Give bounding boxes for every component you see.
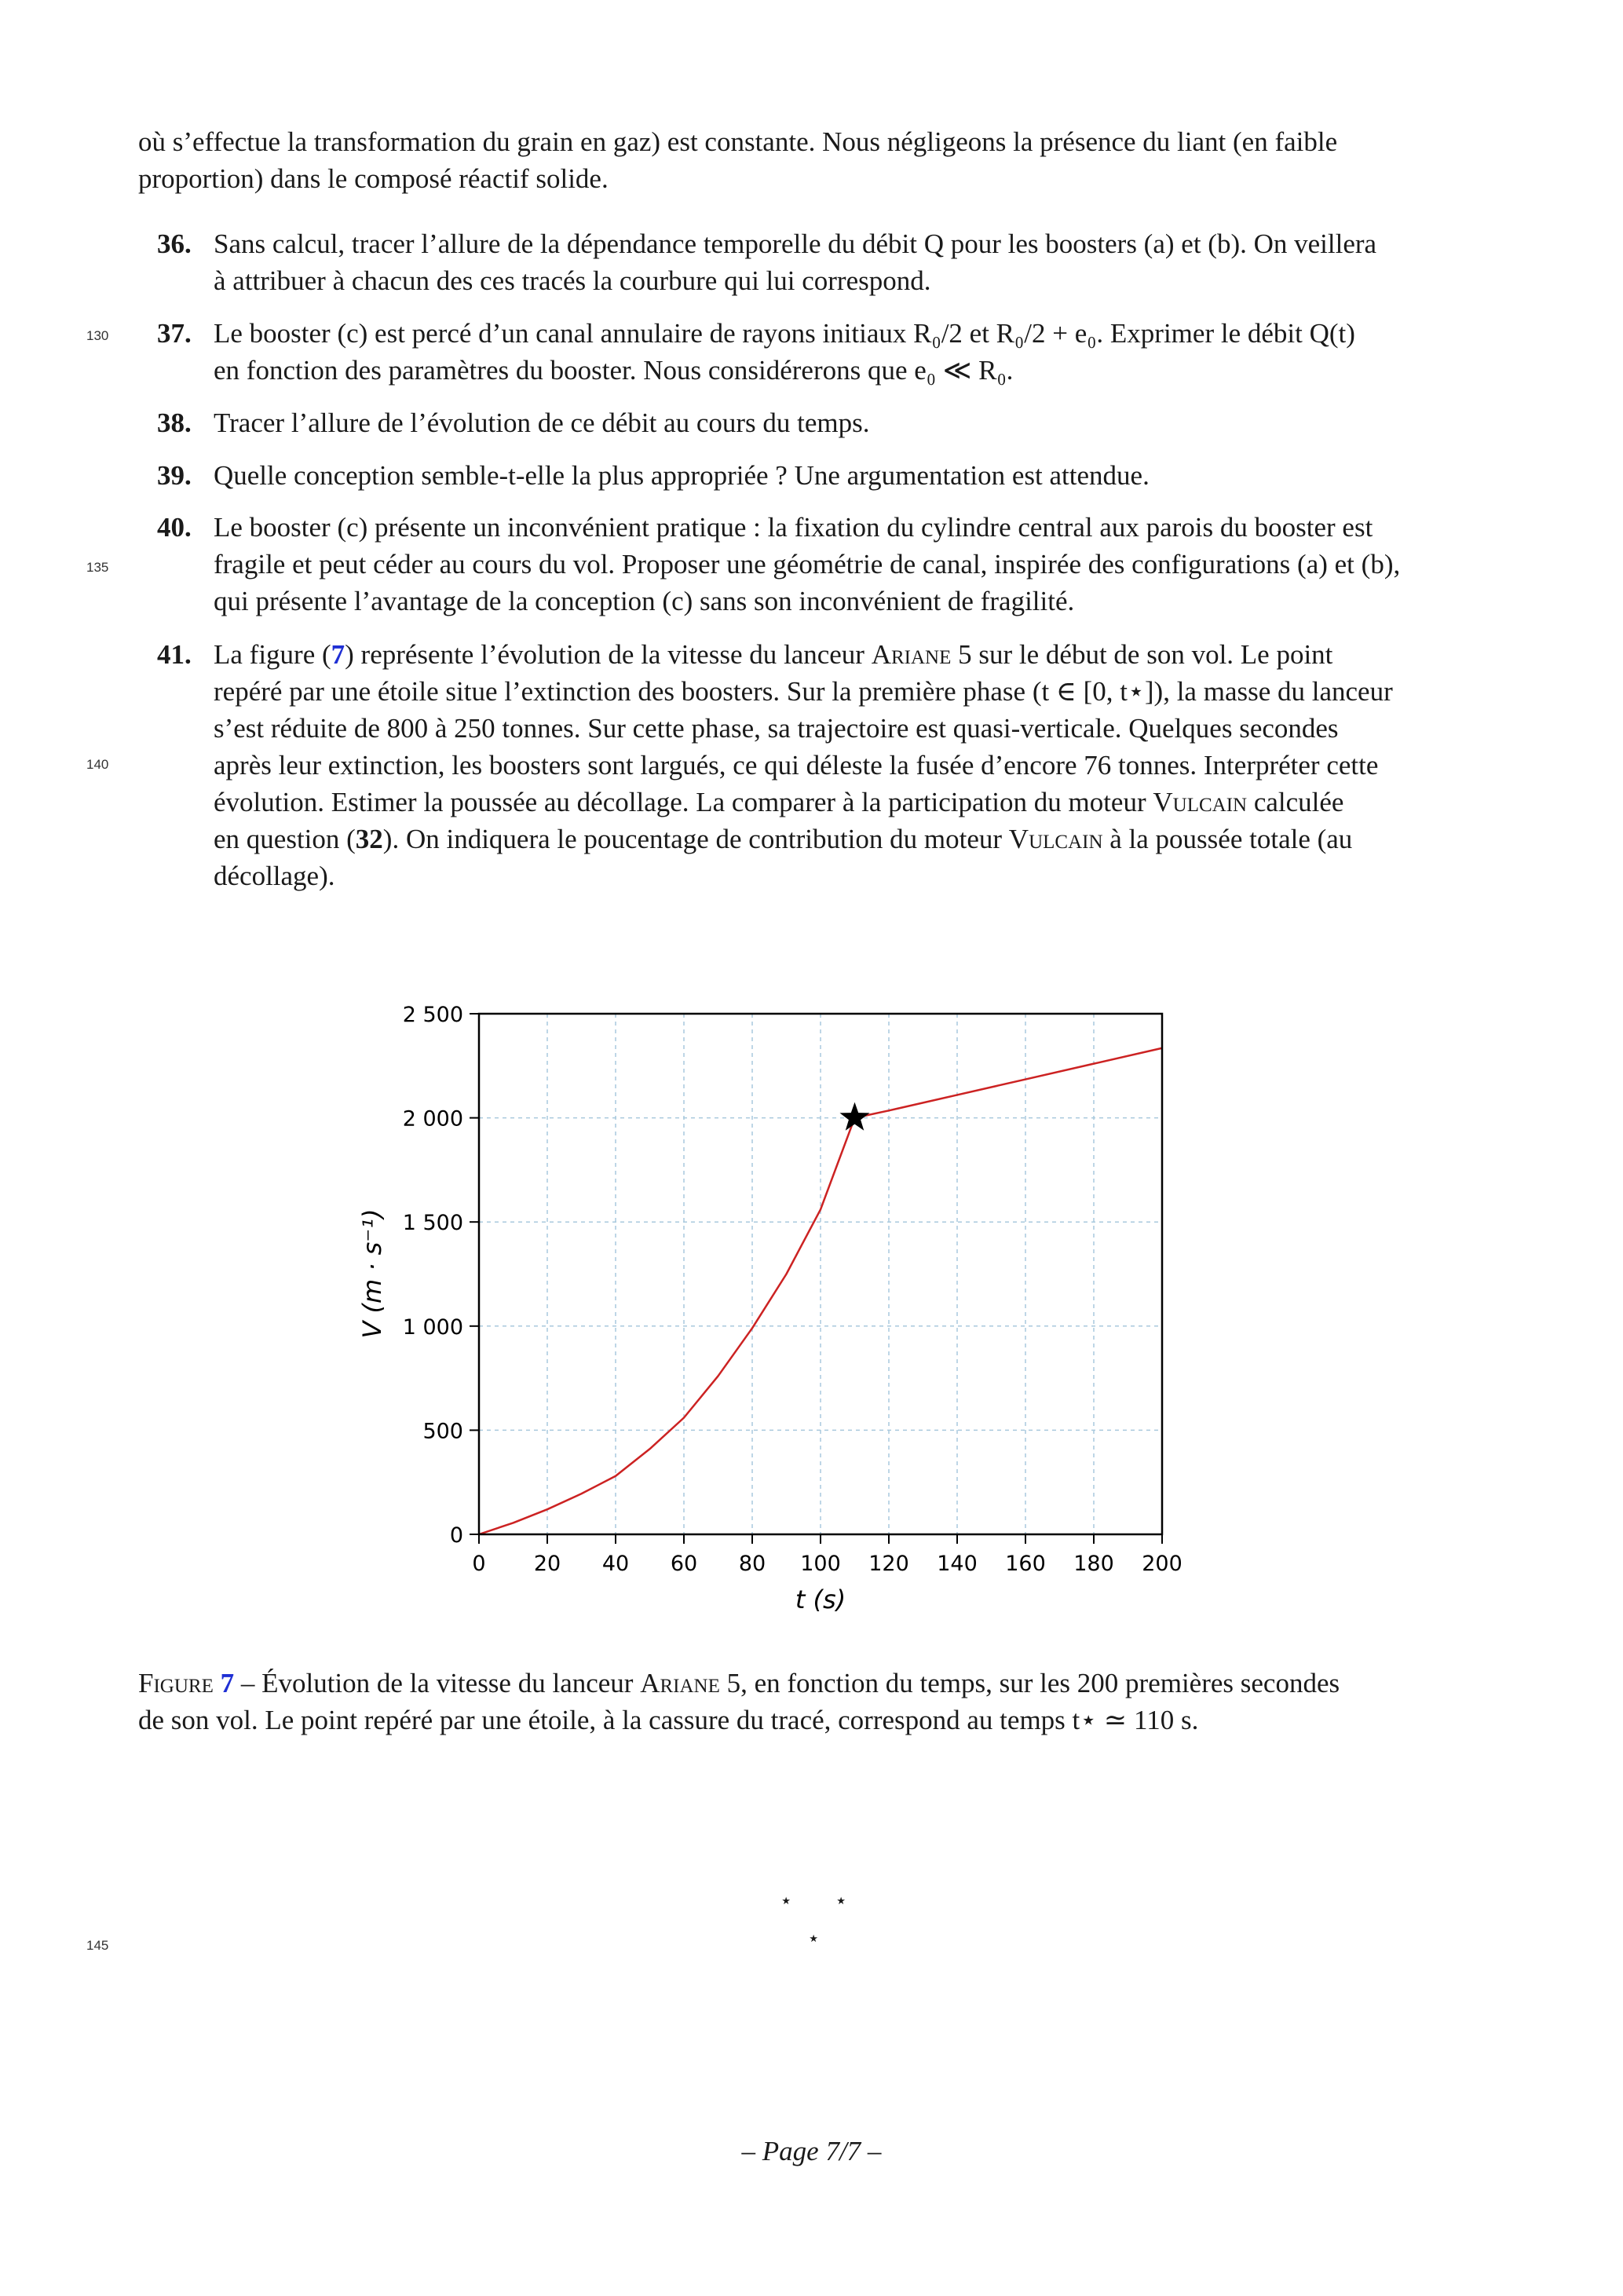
question-line: en fonction des paramètres du booster. Nous considérerons que e₀ ≪ R₀. <box>214 355 1014 386</box>
booster-extinction-star-marker <box>839 1102 869 1131</box>
figure-caption <box>138 1665 1490 1738</box>
intro-line: où s’effectue la transformation du grain en gaz) est constante. Nous négligeons la présence du liant (en faible <box>138 126 1338 157</box>
x-tick-label: 140 <box>937 1552 978 1576</box>
x-tick-label: 120 <box>868 1552 909 1576</box>
x-axis-label: t (s) <box>795 1585 846 1614</box>
velocity-chart <box>338 982 1233 1633</box>
question-line: Le booster (c) présente un inconvénient pratique : la fixation du cylindre central aux parois du booster est <box>214 512 1373 543</box>
figure-ref-link[interactable]: 7 <box>331 639 345 670</box>
question-40 <box>157 509 1490 620</box>
intro-paragraph <box>138 123 1490 197</box>
question-number: 38. <box>157 408 192 438</box>
line-number: 135 <box>86 560 109 575</box>
y-tick-label: 500 <box>422 1419 463 1444</box>
text-fragment: ) représente l’évolution de la vitesse du lanceur <box>345 639 872 670</box>
question-line: fragile et peut céder au cours du vol. Proposer une géométrie de canal, inspirée des configurations (a) et (b), <box>214 549 1401 579</box>
question-line <box>214 636 1490 673</box>
caption-figure-label: Figure <box>138 1668 214 1698</box>
x-tick-label: 20 <box>533 1552 561 1576</box>
question-line: Le booster (c) est percé d’un canal annulaire de rayons initiaux R₀/2 et R₀/2 + e₀. Exprimer le débit Q(t) <box>214 318 1355 349</box>
text-fragment: Vulcain <box>1153 787 1248 817</box>
y-tick-label: 1 500 <box>402 1211 463 1236</box>
text-fragment: Vulcain <box>1008 824 1103 854</box>
caption-line <box>138 1665 1490 1702</box>
x-tick-label: 200 <box>1142 1552 1183 1576</box>
text-fragment: 5, en fonction du temps, sur les 200 premières secondes <box>719 1668 1340 1698</box>
question-line: repéré par une étoile situe l’extinction des boosters. Sur la première phase (t ∈ [0, t⋆]), la masse du lanceur <box>214 676 1393 707</box>
star-icon: ⋆ <box>835 1889 848 1912</box>
x-tick-label: 0 <box>472 1552 486 1576</box>
question-39 <box>157 457 1490 494</box>
question-ref: 32 <box>355 824 383 854</box>
question-line: qui présente l’avantage de la conception (c) sans son inconvénient de fragilité. <box>214 586 1075 616</box>
question-line: Quelle conception semble-t-elle la plus appropriée ? Une argumentation est attendue. <box>214 460 1150 491</box>
y-tick-label: 0 <box>449 1523 463 1548</box>
star-icon: ⋆ <box>807 1927 821 1950</box>
chart-grid <box>479 1014 1162 1534</box>
y-tick-label: 2 000 <box>402 1106 463 1132</box>
text-fragment: Ariane <box>871 639 952 670</box>
text-fragment: calculée <box>1247 787 1344 817</box>
y-tick-label: 2 500 <box>402 1003 463 1027</box>
text-fragment: 5 sur le début de son vol. Le point <box>951 639 1333 670</box>
question-41 <box>157 636 1490 894</box>
y-axis-label: V (m · s⁻¹) <box>357 1208 387 1339</box>
x-tick-label: 80 <box>738 1552 766 1576</box>
question-36 <box>157 225 1490 299</box>
question-line: Sans calcul, tracer l’allure de la dépendance temporelle du débit Q pour les boosters (a) et (b). On veillera <box>214 229 1377 259</box>
question-37 <box>157 315 1490 389</box>
question-number: 40. <box>157 512 192 543</box>
text-fragment: à la poussée totale (au <box>1102 824 1353 854</box>
question-number: 37. <box>157 318 192 349</box>
intro-line: proportion) dans le composé réactif solide. <box>138 163 609 194</box>
text-fragment: Ariane <box>640 1668 720 1698</box>
question-line: s’est réduite de 800 à 250 tonnes. Sur cette phase, sa trajectoire est quasi-verticale. Quelques secondes <box>214 713 1339 744</box>
text-fragment: évolution. Estimer la poussée au décollage. La comparer à la participation du moteur <box>214 787 1153 817</box>
line-number: 140 <box>86 757 109 772</box>
x-tick-label: 60 <box>670 1552 698 1576</box>
question-line: après leur extinction, les boosters sont largués, ce qui déleste la fusée d’encore 76 tonnes. Interpréter cette <box>214 750 1379 781</box>
question-number: 41. <box>157 639 192 670</box>
question-line: à attribuer à chacun des ces tracés la courbure qui lui correspond. <box>214 265 931 296</box>
question-38 <box>157 404 1490 441</box>
caption-line: de son vol. Le point repéré par une étoile, à la cassure du tracé, correspond au temps t⋆ ≃ 110 s. <box>138 1705 1199 1735</box>
figure-ref-link[interactable]: 7 <box>220 1668 235 1698</box>
line-number: 130 <box>86 328 109 343</box>
text-fragment: – Évolution de la vitesse du lanceur <box>234 1668 641 1698</box>
text-fragment: ). On indiquera le poucentage de contribution du moteur <box>382 824 1009 854</box>
question-number: 39. <box>157 460 192 491</box>
text-fragment: La figure ( <box>214 639 331 670</box>
x-tick-label: 180 <box>1073 1552 1114 1576</box>
question-line: Tracer l’allure de l’évolution de ce débit au cours du temps. <box>214 408 870 438</box>
page-footer: – Page 7/7 – <box>741 2136 882 2166</box>
question-line: décollage). <box>214 861 335 891</box>
x-tick-label: 40 <box>601 1552 630 1576</box>
star-icon: ⋆ <box>780 1889 793 1912</box>
question-line <box>214 821 1490 857</box>
question-number: 36. <box>157 229 192 259</box>
chart-ticks <box>403 1003 1183 1576</box>
line-number: 145 <box>86 1938 109 1953</box>
question-line <box>214 784 1490 821</box>
x-tick-label: 160 <box>1005 1552 1046 1576</box>
text-fragment: en question ( <box>214 824 356 854</box>
y-tick-label: 1 000 <box>402 1314 463 1340</box>
x-tick-label: 100 <box>800 1552 841 1576</box>
